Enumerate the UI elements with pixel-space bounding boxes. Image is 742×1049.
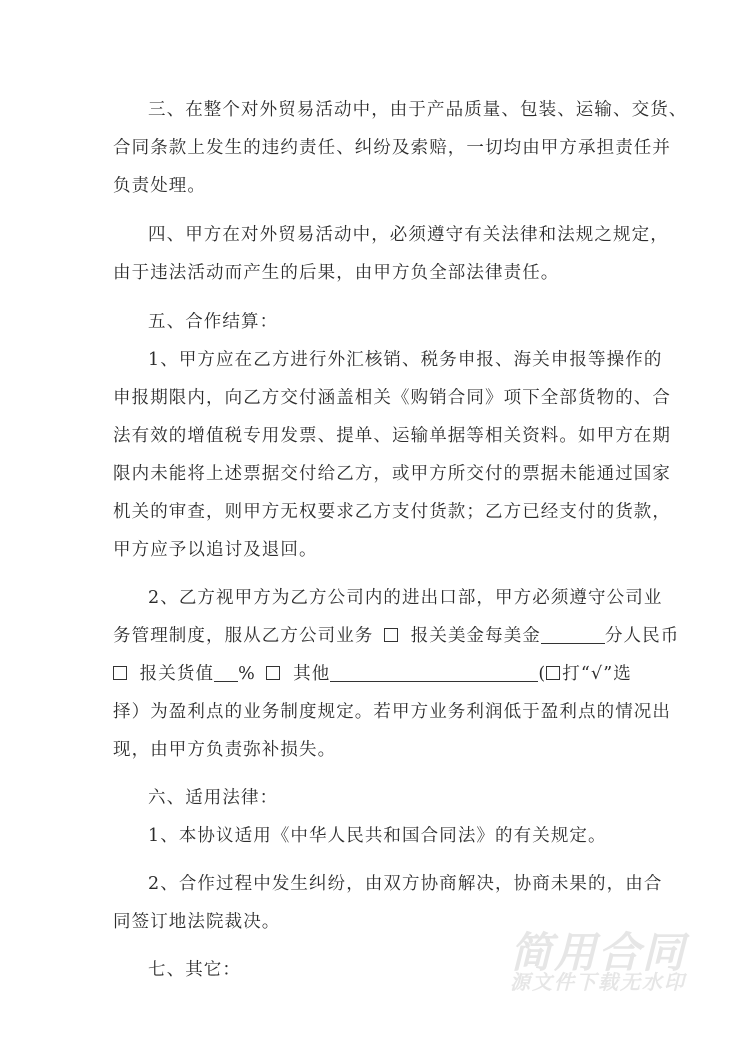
option-usd-label: 报关美金每美金: [410, 626, 541, 646]
section-6-item-1: 1、本协议适用《中华人民共和国合同法》的有关规定。: [148, 826, 607, 846]
percent-sign: %: [238, 664, 256, 684]
section-5-item-2-line-3: [113, 662, 683, 686]
other-blank[interactable]: [330, 663, 538, 682]
legend-checkbox: [546, 666, 560, 680]
section-3-line-2: 合同条款上发生的违约责任、纠纷及索赔，一切均由甲方承担责任并: [113, 138, 671, 158]
option-usd-checkbox[interactable]: [384, 628, 398, 642]
section-4-line-2: 由于违法活动而产生的后果，由甲方负全部法律责任。: [113, 263, 560, 283]
business-text: 务管理制度，服从乙方公司业务: [113, 626, 374, 646]
option-value-label: 报关货值: [139, 664, 215, 684]
section-7-heading: 七、其它：: [148, 960, 241, 980]
section-6-heading: 六、适用法律：: [148, 788, 279, 808]
option-other-checkbox[interactable]: [266, 666, 280, 680]
watermark-subtitle: 源文件下载无水印: [510, 970, 686, 994]
section-5-item-1-line-6: 甲方应予以追讨及退回。: [113, 540, 318, 560]
usd-rate-blank[interactable]: [541, 625, 605, 644]
choose-instruction: 打“√”选: [562, 664, 632, 684]
section-6-item-2-line-1: 2、合作过程中发生纠纷，由双方协商解决，协商未果的，由合: [148, 874, 663, 894]
section-5-item-2-line-4: 择）为盈利点的业务制度规定。若甲方业务利润低于盈利点的情况出: [113, 702, 671, 722]
section-5-item-1-line-3: 法有效的增值税专用发票、提单、运输单据等相关资料。如甲方在期: [113, 426, 671, 446]
section-6-item-2-line-2: 同签订地法院裁决。: [113, 912, 281, 932]
section-5-item-1-line-1: 1、甲方应在乙方进行外汇核销、税务申报、海关申报等操作的: [148, 350, 663, 370]
section-5-item-2-line-5: 现，由甲方负责弥补损失。: [113, 740, 337, 760]
option-usd-suffix: 分人民币: [604, 626, 680, 646]
section-5-item-2-line-2: [113, 624, 683, 648]
section-3-line-1: 三、在整个对外贸易活动中，由于产品质量、包装、运输、交货、: [148, 100, 688, 120]
section-3-line-3: 负责处理。: [113, 176, 206, 196]
option-value-checkbox[interactable]: [113, 666, 127, 680]
watermark-title: 简用合同: [510, 928, 687, 977]
value-percent-blank[interactable]: [214, 663, 238, 682]
section-5-item-2-line-1: 2、乙方视甲方为乙方公司内的进出口部，甲方必须遵守公司业: [148, 588, 663, 608]
section-5-item-1-line-4: 限内未能将上述票据交付给乙方，或甲方所交付的票据未能通过国家: [113, 464, 671, 484]
section-5-item-1-line-2: 申报期限内，向乙方交付涵盖相关《购销合同》项下全部货物的、合: [113, 388, 671, 408]
section-5-item-1-line-5: 机关的审查，则甲方无权要求乙方支付货款；乙方已经支付的货款，: [113, 502, 671, 522]
section-5-heading: 五、合作结算：: [148, 312, 279, 332]
choose-open-paren: (: [538, 664, 547, 684]
option-other-label: 其他: [293, 664, 331, 684]
section-4-line-1: 四、甲方在对外贸易活动中，必须遵守有关法律和法规之规定，: [148, 225, 669, 245]
